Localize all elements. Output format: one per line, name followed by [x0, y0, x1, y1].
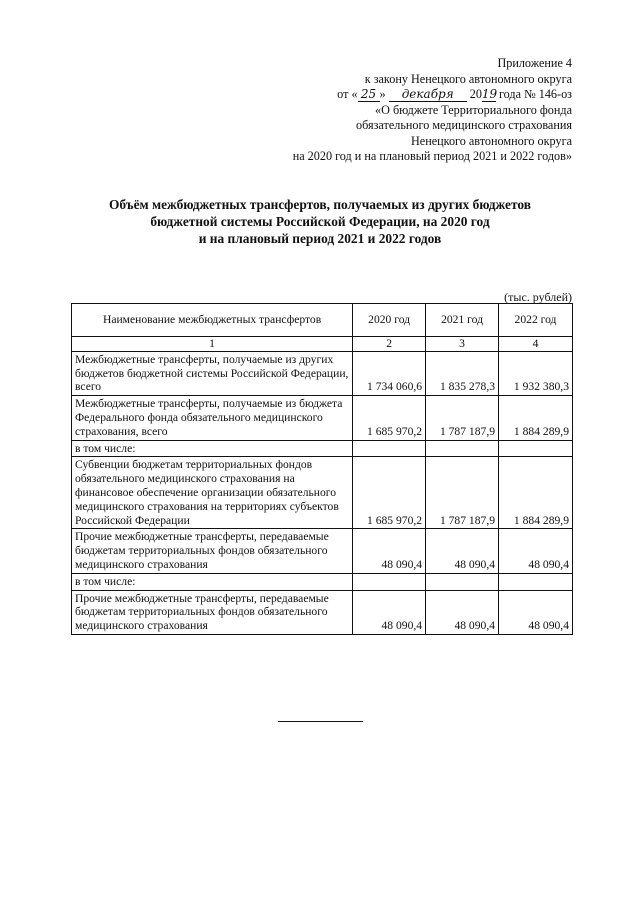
- value-2022: [499, 440, 573, 457]
- units-label: (тыс. рублей): [504, 290, 572, 304]
- header-2020: 2020 год: [353, 304, 426, 337]
- value-2022: 48 090,4: [499, 590, 573, 634]
- index-cell: 2: [353, 337, 426, 352]
- date-prefix: от «: [337, 87, 358, 101]
- value-2020: [353, 573, 426, 590]
- value-2020: 1 685 970,2: [353, 457, 426, 529]
- table-row: [72, 457, 573, 529]
- document-title: [70, 196, 570, 247]
- appendix-law-title-3: Ненецкого автономного округа: [410, 133, 572, 148]
- appendix-date-line: [212, 87, 572, 103]
- table-row: [72, 440, 573, 457]
- appendix-law-ref: к закону Ненецкого автономного округа: [364, 71, 572, 86]
- appendix-number: Приложение 4: [497, 56, 572, 70]
- table-row: [72, 573, 573, 590]
- header-2021: 2021 год: [426, 304, 499, 337]
- table-row: [72, 590, 573, 634]
- title-line-3: и на плановый период 2021 и 2022 годов: [198, 231, 442, 246]
- index-cell: 3: [426, 337, 499, 352]
- row-name: в том числе:: [72, 573, 353, 590]
- value-2021: 48 090,4: [426, 529, 499, 573]
- value-2021: 1 787 187,9: [426, 396, 499, 440]
- index-cell: 4: [499, 337, 573, 352]
- row-name: Межбюджетные трансферты, получаемые из бюджета Федерального фонда обязательного медицинского страхования, всего: [72, 396, 353, 440]
- row-name: в том числе:: [72, 440, 353, 457]
- table-header-row: [72, 304, 573, 337]
- appendix-law-title-2: обязательного медицинского страхования: [356, 118, 572, 132]
- value-2021: 1 835 278,3: [426, 351, 499, 395]
- header-name: Наименование межбюджетных трансфертов: [72, 304, 353, 337]
- appendix-law-title-1: «О бюджете Территориального фонда: [375, 102, 572, 117]
- row-name: Прочие межбюджетные трансферты, передаваемые бюджетам территориальных фондов обязательного медицинского страхования: [72, 529, 353, 573]
- date-mid: »: [379, 87, 386, 101]
- value-2020: 1 734 060,6: [353, 351, 426, 395]
- date-century: 20: [469, 87, 482, 101]
- value-2020: [353, 440, 426, 457]
- row-name: Межбюджетные трансферты, получаемые из других бюджетов бюджетной системы Российской Федерации, всего: [72, 351, 353, 395]
- value-2022: 1 884 289,9: [499, 396, 573, 440]
- value-2021: 48 090,4: [426, 590, 499, 634]
- appendix-law-title-4: на 2020 год и на плановый период 2021 и 2022 годов»: [292, 149, 572, 163]
- value-2021: 1 787 187,9: [426, 457, 499, 529]
- table-row: [72, 396, 573, 440]
- end-divider: [278, 721, 363, 722]
- value-2020: 48 090,4: [353, 590, 426, 634]
- appendix-block: [212, 56, 572, 165]
- value-2022: 1 884 289,9: [499, 457, 573, 529]
- handwritten-day: 25: [358, 88, 380, 102]
- transfers-table: [71, 303, 573, 635]
- row-name: Прочие межбюджетные трансферты, передаваемые бюджетам территориальных фондов обязательного медицинского страхования: [72, 590, 353, 634]
- date-suffix: года № 146-оз: [498, 87, 572, 101]
- handwritten-month: декабря: [389, 88, 467, 102]
- value-2022: [499, 573, 573, 590]
- value-2021: [426, 573, 499, 590]
- table-index-row: [72, 337, 573, 352]
- value-2020: 1 685 970,2: [353, 396, 426, 440]
- handwritten-year: 19: [481, 87, 498, 101]
- header-2022: 2022 год: [499, 304, 573, 337]
- value-2022: 48 090,4: [499, 529, 573, 573]
- value-2020: 48 090,4: [353, 529, 426, 573]
- table-row: [72, 529, 573, 573]
- row-name: Субвенции бюджетам территориальных фондов обязательного медицинского страхования на финансовое обеспечение организации обязательного медицинского страхования на территориях субъектов Российской Федерации: [72, 457, 353, 529]
- index-cell: 1: [72, 337, 353, 352]
- value-2021: [426, 440, 499, 457]
- table-row: [72, 351, 573, 395]
- title-line-1: Объём межбюджетных трансфертов, получаемых из других бюджетов: [108, 197, 531, 212]
- value-2022: 1 932 380,3: [499, 351, 573, 395]
- title-line-2: бюджетной системы Российской Федерации, на 2020 год: [150, 214, 490, 229]
